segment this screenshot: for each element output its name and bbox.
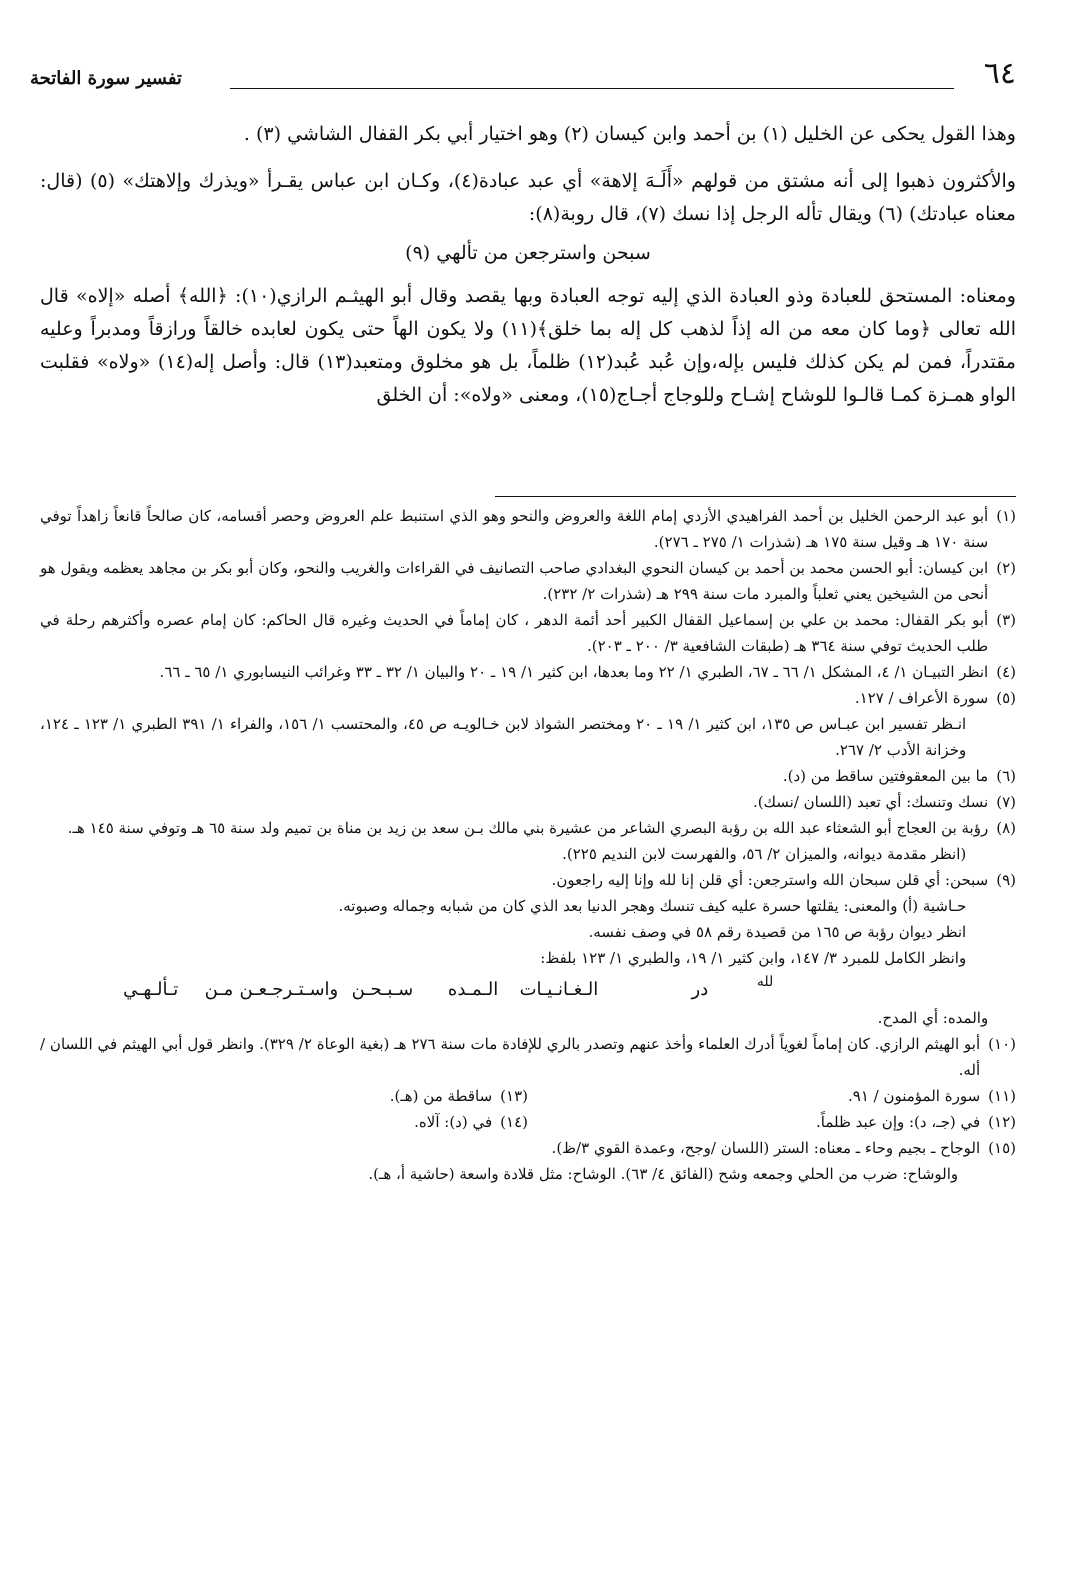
footnote-2 xyxy=(40,555,1016,607)
footnote-text: سورة الأعراف / ١٢٧. xyxy=(854,689,989,707)
footnote-11 xyxy=(528,1083,1016,1109)
page-number: ٦٤ xyxy=(983,56,1016,91)
footnote-14 xyxy=(40,1109,528,1135)
page-header xyxy=(30,56,1016,96)
footnote-margin-note: حـاشية (أ) والمعنى: يقلتها حسرة عليه كيف تنسك وهجر الدنيا بعد الذي كان من شبابه وجماله وصبوته. xyxy=(338,897,967,915)
footnote-text: نسك وتنسك: أي تعبد (اللسان /نسك). xyxy=(753,793,989,811)
footnote-text: انظر التبيـان ١/ ٤، المشكل ١/ ٦٦ ـ ٦٧، الطبري ١/ ٢٢ وما بعدها، ابن كثير ١/ ١٩ ـ ٢٠ والبيان ١/ ٣٢ ـ ٣٣ وغرائب النيسابوري ١/ ٦٥ ـ ٦٦. xyxy=(159,663,989,681)
footnote-kamil-ref: وانظر الكامل للمبرد ٣/ ١٤٧، وابن كثير ١/ ١٩، والطبري ١/ ١٢٣ بلفظ: xyxy=(540,949,967,967)
main-text xyxy=(40,118,1016,412)
poem-word: لله xyxy=(756,974,774,990)
footnote-text: أبو الهيثم الرازي. كان إماماً لغوياً أدرك العلماء وأخذ عنهم وتصدر بالري للإفادة مات سنة ٢٧٦ هـ (بغية الوعاة ٢/ ٣٢٩). وانظر قول أبي الهيثم في اللسان /أله. xyxy=(40,1035,981,1079)
footnote-text: سورة المؤمنون / ٩١. xyxy=(847,1087,981,1105)
footnote-12 xyxy=(528,1109,1016,1135)
footnote-number: (١٥) xyxy=(988,1139,1016,1157)
poem-word: تـألـهـي xyxy=(123,979,179,1000)
footnotes-two-column xyxy=(40,1083,1016,1135)
footnote-number: (٩) xyxy=(996,871,1016,889)
footnote-text: رؤبة بن العجاج أبو الشعثاء عبد الله بن رؤبة البصري الشاعر من عشيرة بني مالك بـن سعد بن زيد بن مناة بن تميم ولد سنة ٦٥ هـ وتوفي سنة ١٤٥ هـ. xyxy=(67,819,989,837)
footnote-15 xyxy=(40,1135,1016,1187)
footnote-6 xyxy=(40,763,1016,789)
footnote-5 xyxy=(40,685,1016,763)
footnote-number: (١٠) xyxy=(988,1035,1016,1053)
footnote-text: في (د): آلاه. xyxy=(414,1113,493,1131)
footnote-text-continued: والوشاح: ضرب من الحلي وجمعه وشح (الفائق ٤/ ٦٣). الوشاح: مثل قلادة واسعة (حاشية أ، هـ). xyxy=(368,1165,959,1183)
footnote-number: (١) xyxy=(996,507,1016,525)
footnote-number: (١٣) xyxy=(500,1087,528,1105)
footnote-number: (١٢) xyxy=(988,1113,1016,1131)
poem-word: الـمـده xyxy=(447,979,499,1000)
poetry-verse: سبحن واسترجعن من تألهي (٩) xyxy=(405,242,651,264)
poem-word: سـبـحـن xyxy=(351,979,414,1000)
footnote-diwan-ref: انظر ديوان رؤبة ص ١٦٥ من قصيدة رقم ٥٨ في وصف نفسه. xyxy=(588,923,967,941)
footnote-text: ساقطة من (هـ). xyxy=(389,1087,493,1105)
footnote-number: (٥) xyxy=(996,689,1016,707)
poem-word: در xyxy=(691,979,709,1000)
header-rule xyxy=(230,88,954,89)
footnote-gloss: والمده: أي المدح. xyxy=(877,1009,989,1027)
footnote-text: أبو بكر القفال: محمد بن علي بن إسماعيل القفال الكبير أحد أئمة الدهر ، كان إماماً في الحديث وغيره قال الحاكم: كان إمام عصره وأكثرهم رحلة في طلب الحديث توفي سنة ٣٦٤ هـ (طبقات الشافعية ٣/ ٢٠٠ ـ ٢٠٣). xyxy=(40,611,989,655)
footnote-number: (١٤) xyxy=(500,1113,528,1131)
footnote-text-continued: انـظر تفسير ابن عبـاس ص ١٣٥، ابن كثير ١/ ١٩ ـ ٢٠ ومختصر الشواذ لابن خـالويـه ص ٤٥، والمحتسب ١/ ١٥٦، والفراء ١/ ٣٩١ الطبري ١/ ١٢٣ ـ ١٢٤، وخزانة الأدب ٢/ ٢٦٧. xyxy=(40,715,967,759)
footnote-number: (١١) xyxy=(988,1087,1016,1105)
footnote-3 xyxy=(40,607,1016,659)
running-title: تفسير سورة الفاتحة xyxy=(30,68,182,89)
paragraph-3: ومعناه: المستحق للعبادة وذو العبادة الذي إليه توجه العبادة وبها يقصد وقال أبو الهيثـم الرازي(١٠): ﴿الله﴾ أصله «إلاه» قال الله تعالى ﴿وما كان معه من اله إذاً لذهب كل إله بما خلق﴾(١١) ولا يكون الهاً حتى يكون لعابده خالقاً ورازقاً ومدبراً وعليه مقتدراً، فمن لم يكن كذلك فليس بإله،وإن عُبد عُبد(١٢) ظلماً، بل هو مخلوق ومتعبد(١٣) قال: وأصل إله(١٤) «ولاه» فقلبت الواو همـزة كمـا قالـوا للوشاح إشـاح وللوجاج أجـاج(١٥)، ومعنى «ولاه»: أن الخلق xyxy=(40,285,1016,406)
poem-word: الـغـانـيـات xyxy=(519,979,599,1000)
poem-verse xyxy=(40,971,988,1005)
footnote-7 xyxy=(40,789,1016,815)
footnote-number: (٣) xyxy=(996,611,1016,629)
footnote-number: (٢) xyxy=(996,559,1016,577)
footnote-4 xyxy=(40,659,1016,685)
footnote-10 xyxy=(40,1031,1016,1083)
footnote-1 xyxy=(40,503,1016,555)
footnote-9 xyxy=(40,867,1016,1031)
footnote-number: (٨) xyxy=(996,819,1016,837)
paragraph-2: والأكثرون ذهبوا إلى أنه مشتق من قولهم «أَلَـهَ إلاهة» أي عبد عبادة(٤)، وكـان ابن عباس يقـرأ «ويذرك وإلاهتك» (٥) (قال: معناه عبادتك) (٦) ويقال تأله الرجل إذا نسك (٧)، قال روبة(٨): xyxy=(40,170,1016,225)
footnote-13 xyxy=(40,1083,528,1109)
poem-word: واسـتـرجـعـن xyxy=(239,979,339,1000)
footnote-text: الوجاح ـ بجيم وحاء ـ معناه: الستر (اللسان /وجح، وعمدة القوي ٣/ظ). xyxy=(551,1139,981,1157)
footnote-text-continued: (انظر مقدمة ديوانه، والميزان ٢/ ٥٦، والفهرست لابن النديم ٢٢٥). xyxy=(562,845,967,863)
footnote-number: (٦) xyxy=(996,767,1016,785)
footnote-number: (٧) xyxy=(996,793,1016,811)
paragraph-1: وهذا القول يحكى عن الخليل (١) بن أحمد وابن كيسان (٢) وهو اختيار أبي بكر القفال الشاشي (٣) . xyxy=(243,123,1016,145)
footnote-text: سبحن: أي قلن سبحان الله واسترجعن: أي قلن إنا لله وإنا إليه راجعون. xyxy=(551,871,989,889)
footnote-8 xyxy=(40,815,1016,867)
footnotes xyxy=(40,503,1016,1187)
footnote-number: (٤) xyxy=(996,663,1016,681)
footnote-text: ما بين المعقوفتين ساقط من (د). xyxy=(782,767,989,785)
footnote-text: في (جـ، د): وإن عبد ظلماً. xyxy=(816,1113,981,1131)
footnote-text: ابن كيسان: أبو الحسن محمد بن أحمد بن كيسان النحوي البغدادي صاحب التصانيف في القراءات والغريب والنحو، وكان أبو بكر بن مجاهد يعظمه ويقول هو أنحى من الشيخين يعني ثعلباً والمبرد مات سنة ٢٩٩ هـ (شذرات ٢/ ٢٣٢). xyxy=(40,559,989,603)
poem-word: مـن xyxy=(204,979,234,1000)
footnote-text: أبو عبد الرحمن الخليل بن أحمد الفراهيدي الأزدي إمام اللغة والعروض والنحو وهو الذي استنبط علم العروض وحصر أقسامه، كان صالحاً قانعاً زاهداً توفي سنة ١٧٠ هـ وقيل سنة ١٧٥ هـ (شذرات ١/ ٢٧٥ ـ ٢٧٦). xyxy=(40,507,989,551)
footnote-separator xyxy=(495,496,1016,497)
